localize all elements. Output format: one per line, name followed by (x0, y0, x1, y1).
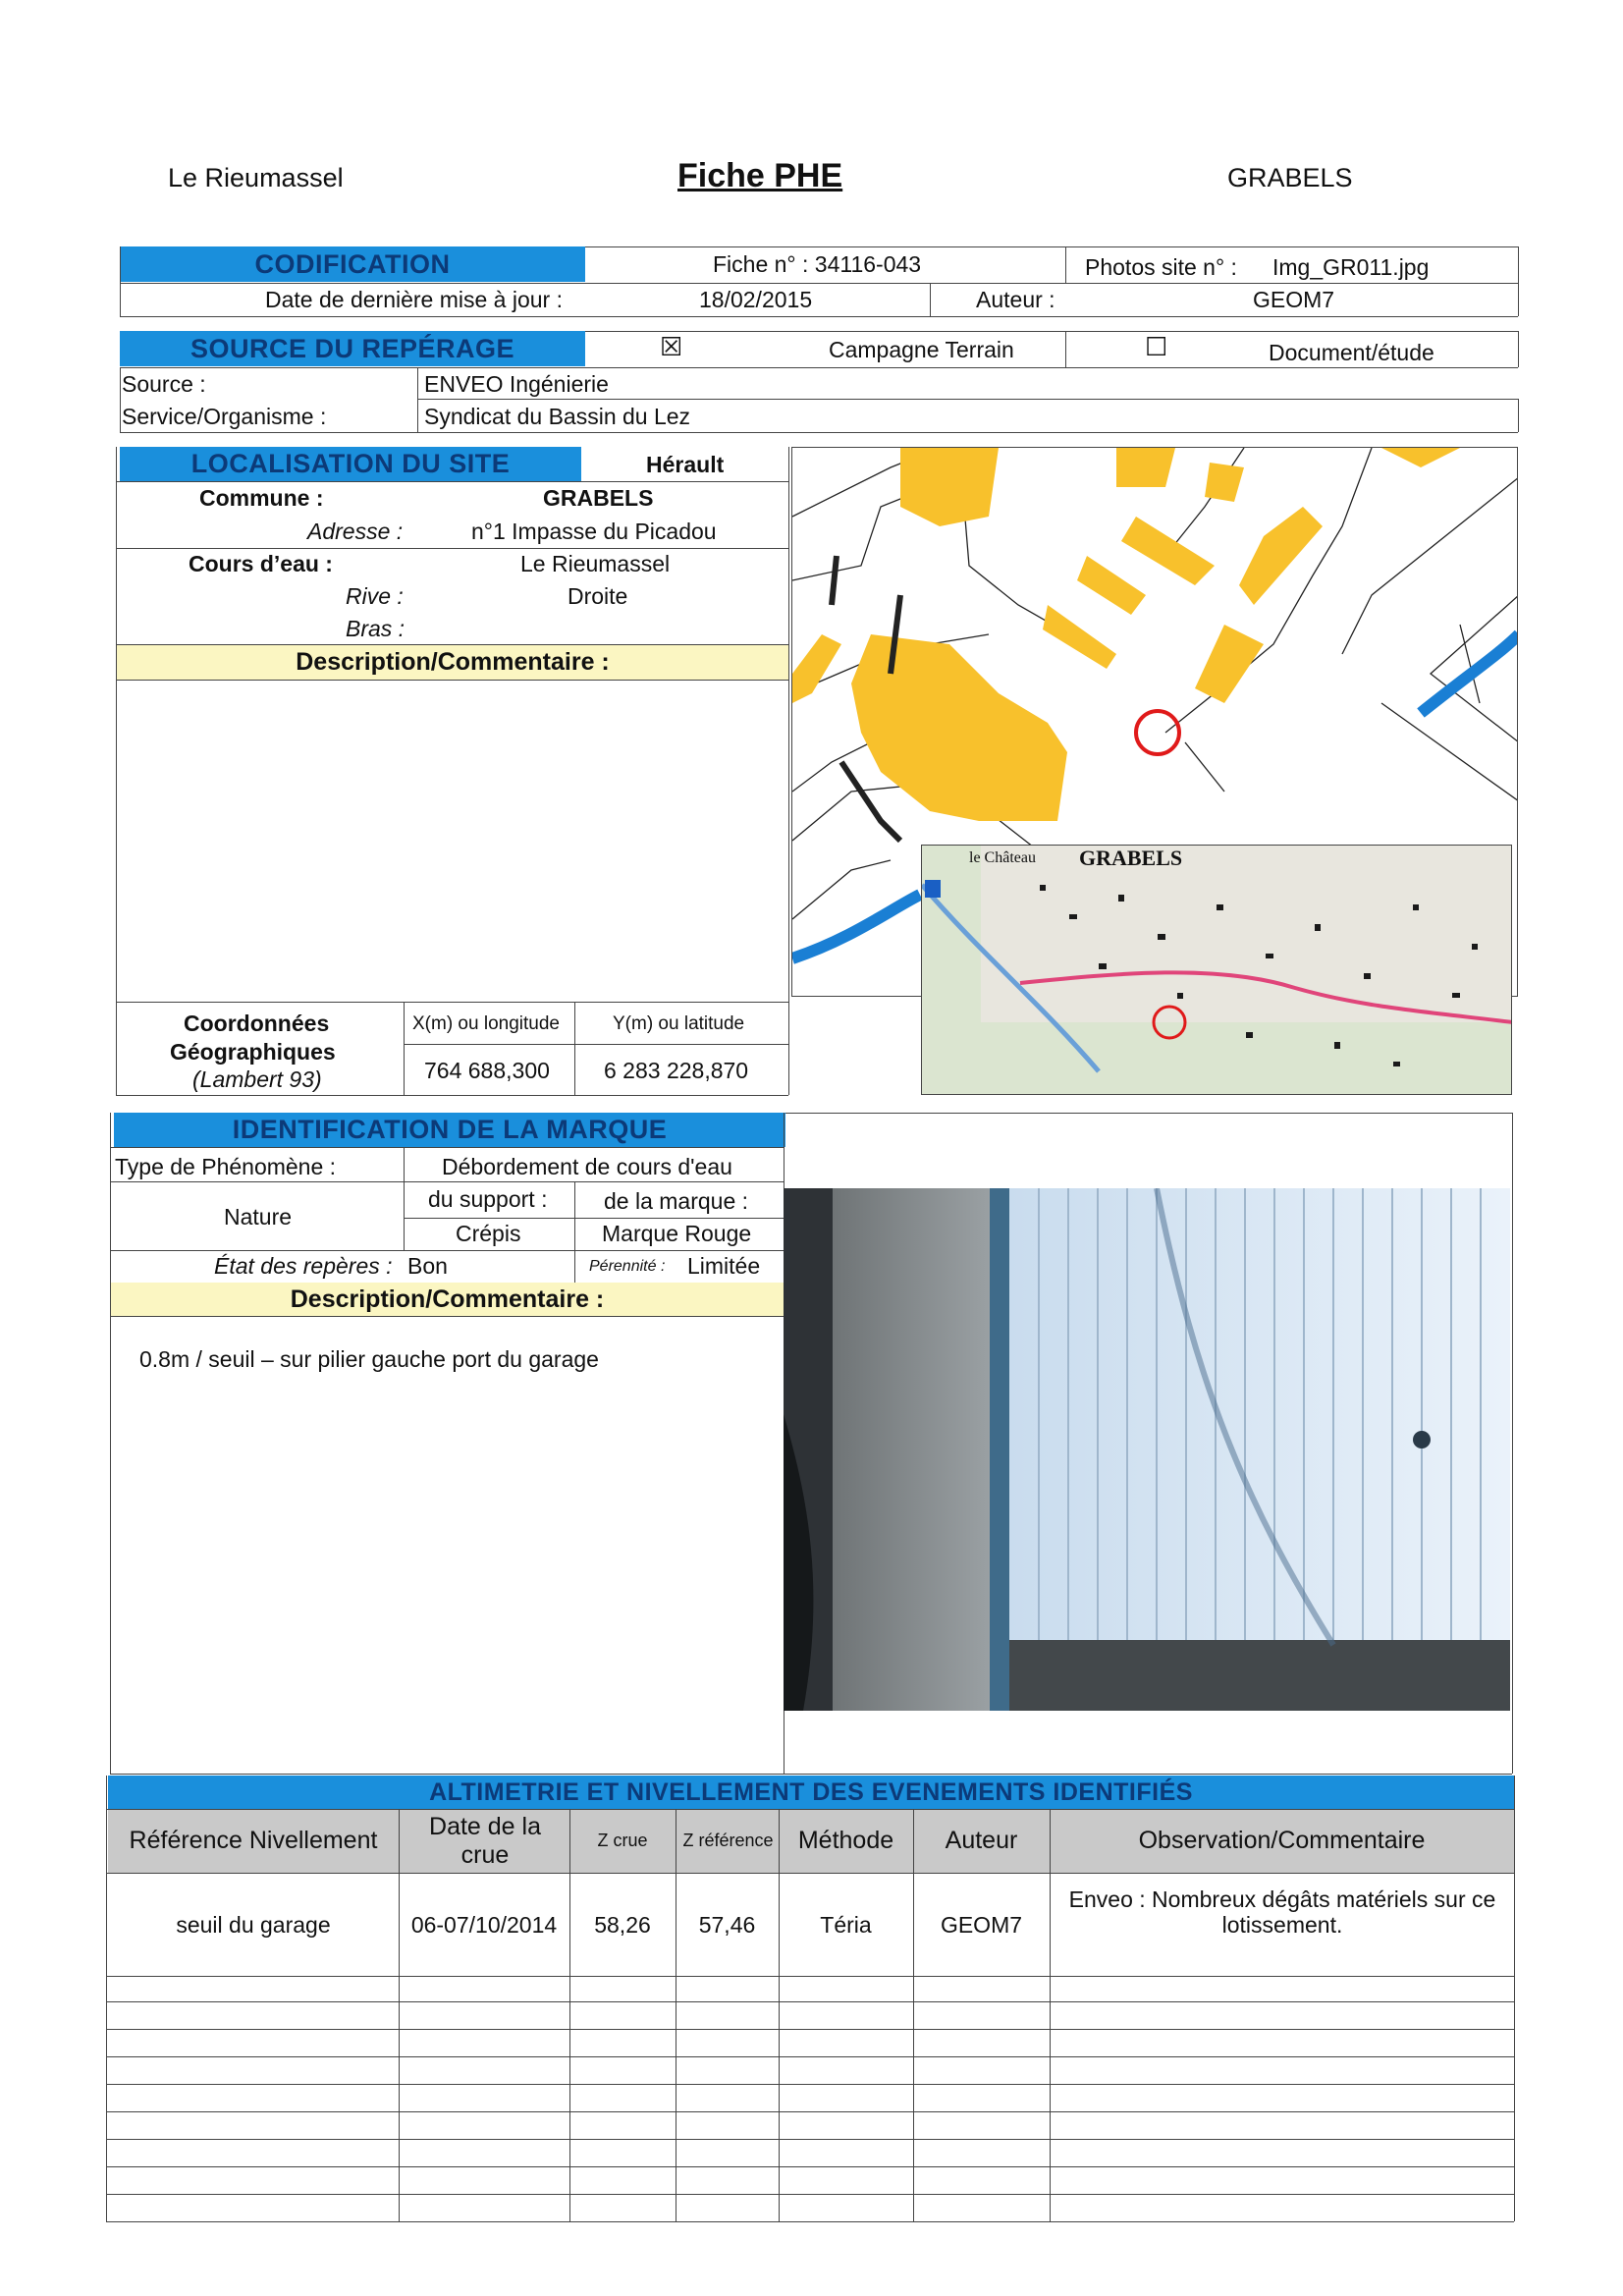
service-value: Syndicat du Bassin du Lez (424, 404, 691, 429)
source-label: Source : (122, 371, 206, 397)
etat-value: Bon (407, 1253, 448, 1279)
altimetrie-header: ALTIMETRIE ET NIVELLEMENT DES EVENEMENTS IDENTIFIÉS (108, 1776, 1514, 1809)
fiche-number: Fiche n° : 34116-043 (713, 251, 922, 277)
codification-header: CODIFICATION (120, 246, 585, 282)
y-value: 6 283 228,870 (604, 1058, 749, 1083)
col-reference: Référence Nivellement (129, 1827, 378, 1855)
marque-value: Marque Rouge (602, 1221, 752, 1246)
campagne-checkbox[interactable]: ☒ (660, 332, 683, 361)
loc-desc-header: Description/Commentaire : (117, 644, 788, 680)
cours-value: Le Rieumassel (520, 551, 671, 576)
coord-label-1: Coordonnées (184, 1011, 330, 1036)
marque-label: de la marque : (604, 1188, 749, 1214)
maj-value: 18/02/2015 (699, 287, 813, 312)
table-row-cell-zcrue: 58,26 (594, 1911, 651, 1938)
coord-label-2: Géographiques (170, 1039, 336, 1065)
rive-value: Droite (568, 583, 628, 609)
table-row-cell-methode: Téria (820, 1911, 872, 1938)
source-header: SOURCE DU REPÉRAGE (120, 331, 585, 366)
site-photo (784, 1188, 1510, 1711)
adresse-value: n°1 Impasse du Picadou (471, 519, 717, 544)
commune-label: Commune : (199, 485, 324, 511)
commune-value: GRABELS (543, 485, 654, 511)
perennite-label: Pérennité : (589, 1258, 666, 1275)
bras-label: Bras : (346, 616, 406, 641)
col-methode: Méthode (797, 1827, 894, 1855)
etat-label: État des repères : (214, 1253, 393, 1279)
photos-label: Photos site n° : (1085, 254, 1237, 280)
col-zref: Z référence (682, 1831, 774, 1851)
nature-label: Nature (224, 1204, 293, 1230)
coord-label-3: (Lambert 93) (192, 1066, 322, 1092)
table-row-cell-date: 06-07/10/2014 (410, 1911, 558, 1938)
overview-label-grabels: GRABELS (1079, 846, 1183, 870)
maj-label: Date de dernière mise à jour : (265, 287, 563, 312)
rive-label: Rive : (346, 583, 404, 609)
auteur-value: GEOM7 (1253, 287, 1335, 312)
col-date: Date de la crue (429, 1812, 541, 1869)
overview-label-chateau: le Château (969, 849, 1036, 866)
overview-map (921, 845, 1512, 1095)
id-desc-value: 0.8m / seuil – sur pilier gauche port du garage (139, 1346, 599, 1372)
cours-label: Cours d’eau : (189, 551, 333, 576)
y-label: Y(m) ou latitude (613, 1013, 745, 1034)
header-river: Le Rieumassel (168, 163, 344, 192)
auteur-label: Auteur : (976, 287, 1055, 312)
type-value: Débordement de cours d'eau (442, 1154, 732, 1179)
col-zcrue: Z crue (597, 1831, 648, 1851)
service-label: Service/Organisme : (122, 404, 327, 429)
col-auteur: Auteur (945, 1827, 1018, 1855)
type-label: Type de Phénomène : (115, 1154, 337, 1179)
col-observation: Observation/Commentaire (1138, 1827, 1426, 1855)
source-value: ENVEO Ingénierie (424, 371, 609, 397)
x-label: X(m) ou longitude (412, 1013, 560, 1034)
support-label: du support : (428, 1186, 548, 1212)
document-checkbox[interactable]: ☐ (1145, 332, 1168, 361)
table-row-cell-zref: 57,46 (698, 1911, 756, 1938)
identification-header: IDENTIFICATION DE LA MARQUE (114, 1113, 785, 1147)
departement: Hérault (646, 452, 725, 477)
id-desc-header: Description/Commentaire : (111, 1283, 784, 1316)
perennite-value: Limitée (687, 1253, 761, 1279)
photos-value: Img_GR011.jpg (1272, 254, 1430, 280)
x-value: 764 688,300 (424, 1058, 550, 1083)
table-row-cell-auteur: GEOM7 (940, 1911, 1023, 1938)
document-label: Document/étude (1269, 340, 1434, 365)
adresse-label: Adresse : (307, 519, 404, 544)
support-value: Crépis (456, 1221, 521, 1246)
campagne-label: Campagne Terrain (829, 337, 1014, 362)
localisation-header: LOCALISATION DU SITE (120, 447, 581, 481)
page-title: Fiche PHE (677, 157, 843, 194)
table-row-cell-observation: Enveo : Nombreux dégâts matériels sur ce lotissement. (1068, 1886, 1496, 1938)
header-commune: GRABELS (1227, 163, 1353, 192)
table-row-cell-reference: seuil du garage (176, 1911, 331, 1938)
